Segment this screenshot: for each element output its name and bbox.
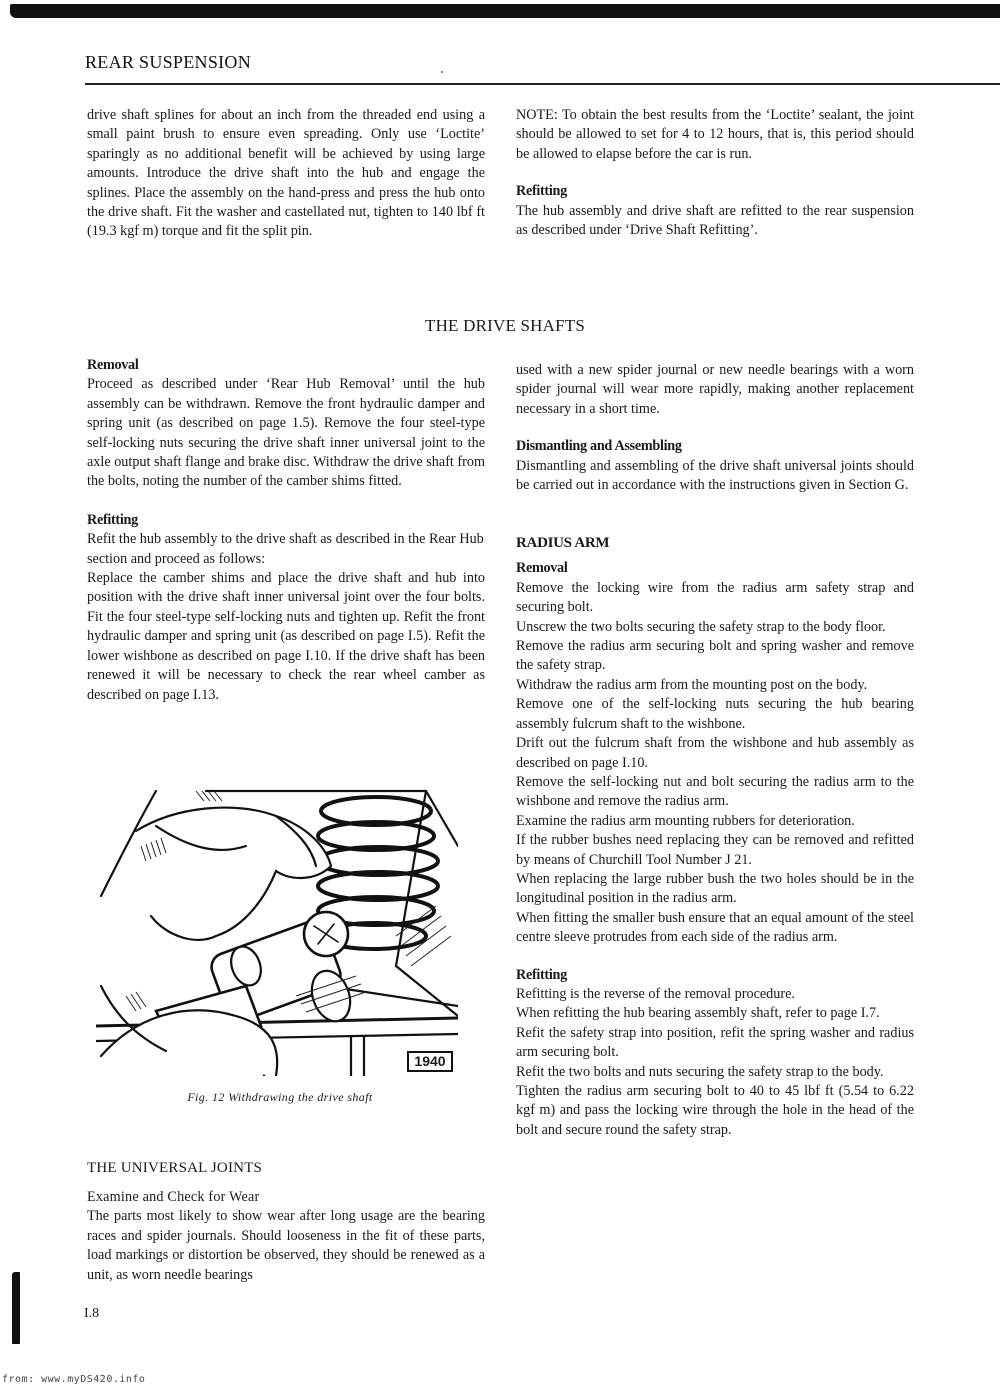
universal-joints-text-left: The parts most likely to show wear after long usage are the bearing races and spider journals. Should looseness in the fit of these parts, load markings or distortion be observed, they should be renewed as a unit, as worn needle bearings <box>87 1208 485 1283</box>
removal-step: Remove one of the self-locking nuts securing the hub bearing assembly fulcrum shaft to the wishbone. <box>516 696 914 732</box>
removal-step: Unscrew the two bolts securing the safety strap to the body floor. <box>516 618 886 635</box>
source-watermark: from: www.myDS420.info <box>2 1374 146 1385</box>
refitting-text: The hub assembly and drive shaft are refitted to the rear suspension as described under ‘Drive Shaft Refitting’. <box>516 202 914 239</box>
drive-shafts-heading: THE DRIVE SHAFTS <box>425 316 585 335</box>
hub-fitting-paragraph: drive shaft splines for about an inch from the threaded end using a small paint brush to ensure even spreading. Only use ‘Loctite’ sparingly as no additional benefit will be achieved by using large amounts. Introduce the drive shaft into the hub and engage the splines. Place the assembly on the hand-press and press the hub onto the drive shaft. Fit the washer and castellated nut, tighten to 140 lbf ft (19.3 kgf m) torque and fit the split pin. <box>87 107 485 240</box>
removal-step: Drift out the fulcrum shaft from the wishbone and hub assembly as described on page I.10. <box>516 735 914 771</box>
dismantling-heading: Dismantling and Assembling <box>516 438 682 455</box>
drive-shafts-column <box>87 356 485 705</box>
header-rule <box>85 83 1000 85</box>
removal-step: If the rubber bushes need replacing they can be removed and refitted by means of Churchill Tool Number J 21. <box>516 832 914 868</box>
refitting-step: When refitting the hub bearing assembly shaft, refer to page I.7. <box>516 1005 880 1022</box>
removal-step: Remove the self-locking nut and bolt securing the radius arm to the wishbone and remove the radius arm. <box>516 773 914 810</box>
figure-caption: Fig. 12 Withdrawing the drive shaft <box>187 1090 373 1104</box>
radius-arm-removal-heading: Removal <box>516 560 568 577</box>
figure-withdrawing-drive-shaft <box>96 786 458 1076</box>
radius-arm-refitting-heading: Refitting <box>516 966 567 983</box>
universal-joints-heading: THE UNIVERSAL JOINTS <box>87 1160 263 1176</box>
universal-joints-column <box>87 1158 485 1285</box>
drive-shaft-refitting-intro: Refit the hub assembly to the drive shaft as described in the Rear Hub section and proceed as follows: <box>87 531 484 567</box>
drive-shaft-illustration <box>96 786 458 1076</box>
plate-number: 1940 <box>414 1053 446 1069</box>
radius-arm-heading: RADIUS ARM <box>516 535 610 552</box>
removal-step: When fitting the smaller bush ensure that an equal amount of the steel centre sleeve protrudes from each side of the radius arm. <box>516 909 914 946</box>
refitting-step: Refit the two bolts and nuts securing the safety strap to the body. <box>516 1063 884 1080</box>
removal-step: Remove the locking wire from the radius arm safety strap and securing bolt. <box>516 579 914 616</box>
drive-shaft-refitting-heading: Refitting <box>87 511 138 528</box>
removal-step: Withdraw the radius arm from the mounting post on the body. <box>516 676 868 693</box>
page-number: I.8 <box>84 1306 100 1321</box>
removal-step: When replacing the large rubber bush the two holes should be in the longitudinal position in the radius arm. <box>516 870 914 907</box>
right-top-column <box>516 106 914 240</box>
drive-shaft-refitting-text: Replace the camber shims and place the drive shaft and hub into position with the drive shaft inner universal joint over the four bolts. Fit the four steel-type self-locking nuts and tighten up. Refit the front hydraulic damper and spring unit (as described on page I.5). Refit the lower wishbone as described on page I.10. If the drive shaft has been renewed it will be necessary to check the rear wheel camber as described on page I.13. <box>87 570 485 703</box>
drive-shaft-removal-heading: Removal <box>87 357 139 373</box>
refitting-step: Tighten the radius arm securing bolt to 40 to 45 lbf ft (5.54 to 6.22 kgf m) and pass the locking wire through the hole in the head of the bolt and secure round the safety strap. <box>516 1083 914 1138</box>
refitting-step: Refitting is the reverse of the removal procedure. <box>516 985 795 1002</box>
removal-step: Remove the radius arm securing bolt and spring washer and remove the safety strap. <box>516 638 914 674</box>
loctite-note: NOTE: To obtain the best results from the ‘Loctite’ sealant, the joint should be allowed to set for 4 to 12 hours, that is, this period should be allowed to elapse before the car is run. <box>516 107 914 162</box>
refitting-heading: Refitting <box>516 183 567 200</box>
universal-joints-text-right: used with a new spider journal or new needle bearings with a worn spider journal will wear more rapidly, making another replacement necessary in a short time. <box>516 362 914 417</box>
removal-step: Examine the radius arm mounting rubbers for deterioration. <box>516 812 855 829</box>
scan-edge-mark <box>12 1272 20 1344</box>
dismantling-text: Dismantling and assembling of the drive shaft universal joints should be carried out in accordance with the instructions given in Section G. <box>516 457 914 494</box>
page-header-title: REAR SUSPENSION <box>85 52 252 72</box>
right-main-column <box>516 361 914 1140</box>
examine-check-heading: Examine and Check for Wear <box>87 1189 260 1205</box>
scan-speck <box>441 71 443 73</box>
refitting-step: Refit the safety strap into position, refit the spring washer and radius arm securing bolt. <box>516 1024 914 1061</box>
left-top-column <box>87 106 485 242</box>
top-scan-border <box>10 4 1000 18</box>
drive-shaft-removal-text: Proceed as described under ‘Rear Hub Removal’ until the hub assembly can be withdrawn. Remove the front hydraulic damper and spring unit (as described on page 1.5). Remove the four steel-type self-locking nuts securing the drive shaft inner universal joint to the axle output shaft flange and brake disc. Withdraw the drive shaft from the bolts, noting the number of the camber shims fitted. <box>87 376 485 490</box>
